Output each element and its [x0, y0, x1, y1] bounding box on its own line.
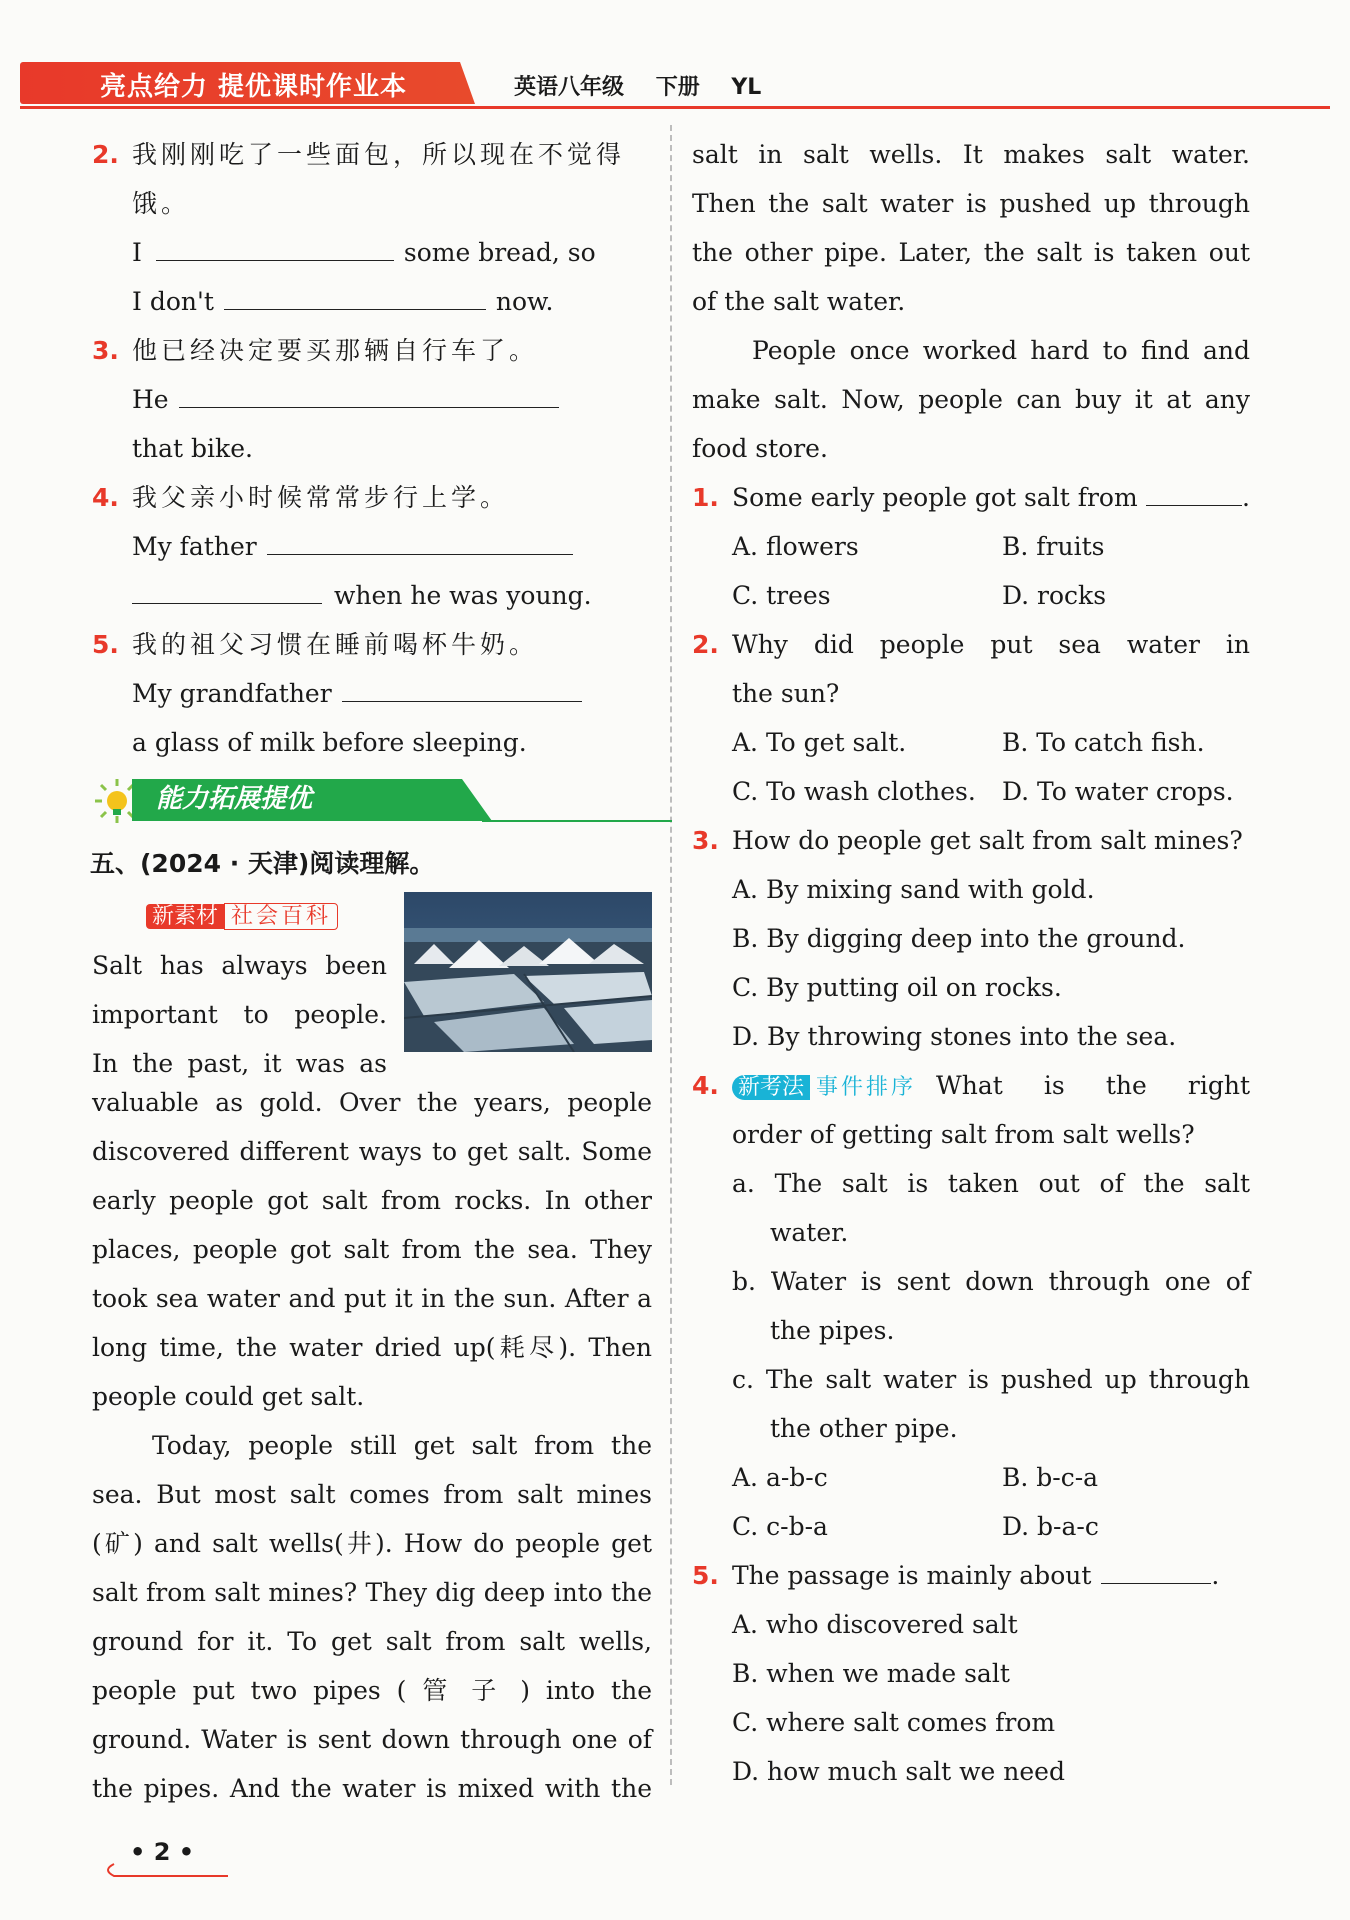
question-prompt: 我父亲小时候常常步行上学。 — [132, 483, 510, 512]
passage-line: long time, the water dried up(耗尽). Then — [92, 1333, 652, 1362]
option-a[interactable]: A. a-b-c — [732, 1463, 828, 1492]
option-b[interactable]: B. fruits — [1002, 532, 1105, 561]
passage-line: ground for it. To get salt from salt wells, — [92, 1627, 652, 1656]
tag-label: 新素材 — [146, 904, 224, 929]
answer-blank[interactable] — [1146, 475, 1242, 506]
question-4-line1 — [92, 522, 652, 571]
passage-line: took sea water and put it in the sun. After a — [92, 1284, 652, 1313]
option-b[interactable]: B. when we made salt — [732, 1659, 1010, 1688]
passage-line: salt in salt wells. It makes salt water. — [692, 140, 1250, 169]
sequence-text: a. The salt is taken out of the salt — [732, 1169, 1250, 1198]
passage-line: food store. — [692, 434, 828, 463]
new-method-tag — [732, 1073, 922, 1103]
passage-line: (矿) and salt wells(井). How do people get — [92, 1529, 652, 1558]
sequence-text: b. Water is sent down through one of — [732, 1267, 1250, 1296]
passage-line: sea. But most salt comes from salt mines — [92, 1480, 652, 1509]
question-number: 5. — [92, 630, 119, 659]
option-c[interactable]: C. By putting oil on rocks. — [732, 973, 1062, 1002]
section-heading: 五、(2024 · 天津)阅读理解。 — [90, 849, 435, 878]
header-rule — [20, 106, 1330, 109]
option-d[interactable]: D. b-a-c — [1002, 1512, 1099, 1541]
question-3-line1 — [92, 375, 652, 424]
question-4-cn — [92, 473, 652, 522]
passage-line: people put two pipes ( 管 子 ) into the — [92, 1676, 652, 1705]
right-column — [692, 130, 1250, 1796]
option-c[interactable]: C. To wash clothes. — [732, 777, 976, 806]
question-stem: What is the right — [936, 1071, 1250, 1100]
header-subject: 英语八年级 — [514, 75, 625, 100]
passage-line: Then the salt water is pushed up through — [692, 189, 1250, 218]
answer-prefix: I — [132, 238, 142, 267]
option-a[interactable]: A. To get salt. — [732, 728, 907, 757]
question-3-cn — [92, 326, 652, 375]
option-a[interactable]: A. By mixing sand with gold. — [732, 875, 1095, 904]
answer-blank[interactable] — [156, 230, 394, 261]
question-number: 3. — [692, 826, 719, 855]
question-stem: Why did people put sea water in — [732, 630, 1250, 659]
mcq-2 — [692, 620, 1250, 669]
passage-line: Today, people still get salt from the — [152, 1431, 652, 1460]
question-number: 4. — [692, 1071, 719, 1100]
passage-line: the pipes. And the water is mixed with the — [92, 1774, 652, 1803]
question-prompt: 他已经决定要买那辆自行车了。 — [132, 336, 539, 365]
question-stem: order of getting salt from salt wells? — [732, 1120, 1195, 1149]
mcq-1-options-row1 — [692, 522, 1250, 571]
tag-category: 社会百科 — [224, 903, 338, 930]
passage-line: the other pipe. Later, the salt is taken out — [692, 238, 1250, 267]
passage-line: discovered different ways to get salt. Some — [92, 1137, 652, 1166]
mcq-5 — [692, 1551, 1250, 1600]
question-number: 2. — [92, 140, 119, 169]
passage-line: make salt. Now, people can buy it at any — [692, 385, 1250, 414]
header-course-info — [514, 70, 785, 101]
mcq-1-options-row2 — [692, 571, 1250, 620]
column-divider — [670, 125, 672, 1785]
answer-suffix: that bike. — [132, 434, 253, 463]
passage-line: Salt has always been — [92, 951, 387, 980]
passage-float-lines — [92, 941, 387, 1088]
option-d[interactable]: D. To water crops. — [1002, 777, 1234, 806]
section-title — [90, 839, 652, 888]
option-b[interactable]: B. b-c-a — [1002, 1463, 1099, 1492]
question-stem: the sun? — [732, 679, 840, 708]
mcq-2-options-row1 — [692, 718, 1250, 767]
answer-suffix: when he was young. — [334, 581, 592, 610]
mcq-4-options-row1 — [692, 1453, 1250, 1502]
answer-suffix: a glass of milk before sleeping. — [132, 728, 527, 757]
sequence-text: water. — [770, 1218, 849, 1247]
question-number: 5. — [692, 1561, 719, 1590]
question-2-line1 — [92, 228, 652, 277]
passage-top — [92, 892, 652, 1088]
question-5-line1 — [92, 669, 652, 718]
mcq-4-options-row2 — [692, 1502, 1250, 1551]
answer-blank[interactable] — [267, 524, 573, 555]
option-d[interactable]: D. how much salt we need — [732, 1757, 1065, 1786]
left-column — [92, 130, 652, 1813]
passage-line: people could get salt. — [92, 1382, 365, 1411]
question-5-line2 — [92, 718, 652, 767]
mcq-4 — [692, 1061, 1250, 1110]
option-c[interactable]: C. where salt comes from — [732, 1708, 1056, 1737]
header-series-title: 亮点给力 提优课时作业本 — [100, 72, 408, 102]
salt-field-photo — [404, 892, 652, 1052]
sequence-item-c — [692, 1355, 1250, 1453]
sequence-text: the pipes. — [770, 1316, 895, 1345]
sequence-text: the other pipe. — [770, 1414, 958, 1443]
new-material-tag — [146, 902, 338, 932]
option-b[interactable]: B. By digging deep into the ground. — [732, 924, 1186, 953]
passage-continuation — [692, 130, 1250, 473]
question-number: 2. — [692, 630, 719, 659]
answer-blank[interactable] — [1101, 1553, 1211, 1584]
passage-line: of the salt water. — [692, 287, 906, 316]
question-2-line2 — [92, 277, 652, 326]
answer-suffix: some bread, so — [403, 238, 596, 267]
answer-blank[interactable] — [179, 377, 559, 408]
question-number: 4. — [92, 483, 119, 512]
sequence-text: c. The salt water is pushed up through — [732, 1365, 1250, 1394]
sequence-item-b — [692, 1257, 1250, 1355]
question-number: 1. — [692, 483, 719, 512]
banner-rule — [482, 820, 672, 822]
page-number-underline — [100, 1862, 230, 1878]
option-a[interactable]: A. flowers — [732, 532, 859, 561]
banner-title: 能力拓展提优 — [156, 784, 313, 814]
question-2-cn — [92, 130, 652, 228]
mcq-2-stem-cont — [692, 669, 1250, 718]
header-edition: YL — [731, 75, 762, 100]
passage-paragraph-2 — [92, 1421, 652, 1813]
answer-prefix: He — [132, 385, 169, 414]
question-stem: The passage is mainly about — [732, 1561, 1092, 1590]
question-4-line2 — [92, 571, 652, 620]
mcq-2-options-row2 — [692, 767, 1250, 816]
question-stem: Some early people got salt from — [732, 483, 1138, 512]
option-d[interactable]: D. By throwing stones into the sea. — [732, 1022, 1177, 1051]
option-b[interactable]: B. To catch fish. — [1002, 728, 1205, 757]
mcq-1 — [692, 473, 1250, 522]
passage-line: People once worked hard to find and — [752, 336, 1250, 365]
passage-line: early people got salt from rocks. In other — [92, 1186, 652, 1215]
answer-blank[interactable] — [224, 279, 486, 310]
option-a[interactable]: A. who discovered salt — [732, 1610, 1018, 1639]
answer-prefix: My father — [132, 532, 257, 561]
tag-category: 事件排序 — [816, 1075, 917, 1100]
question-number: 3. — [92, 336, 119, 365]
option-c[interactable]: C. trees — [732, 581, 831, 610]
page-number: • 2 • — [130, 1838, 195, 1866]
tag-label: 新考法 — [732, 1075, 810, 1100]
passage-line: places, people got salt from the sea. They — [92, 1235, 652, 1264]
option-d[interactable]: D. rocks — [1002, 581, 1107, 610]
question-prompt: 我的祖父习惯在睡前喝杯牛奶。 — [132, 630, 539, 659]
answer-prefix: I don't — [132, 287, 214, 316]
stem-period: . — [1211, 1561, 1220, 1590]
answer-blank[interactable] — [342, 671, 582, 702]
header-volume: 下册 — [655, 75, 700, 100]
sequence-item-a — [692, 1159, 1250, 1257]
option-c[interactable]: C. c-b-a — [732, 1512, 828, 1541]
question-3-line2 — [92, 424, 652, 473]
passage-line: valuable as gold. Over the years, people — [92, 1088, 652, 1117]
stem-period: . — [1242, 483, 1250, 512]
passage-line: important to people. — [92, 1000, 387, 1029]
section-banner — [92, 773, 652, 829]
passage-line: salt from salt mines? They dig deep into the — [92, 1578, 652, 1607]
question-5-cn — [92, 620, 652, 669]
answer-blank[interactable] — [132, 573, 322, 604]
question-stem: How do people get salt from salt mines? — [732, 826, 1243, 855]
question-prompt: 我刚刚吃了一些面包，所以现在不觉得饿。 — [132, 140, 626, 218]
passage-line: In the past, it was as — [92, 1049, 387, 1078]
passage-paragraph-1 — [92, 1078, 652, 1421]
passage-line: ground. Water is sent down through one of — [92, 1725, 652, 1754]
mcq-3 — [692, 816, 1250, 865]
answer-suffix: now. — [495, 287, 554, 316]
answer-prefix: My grandfather — [132, 679, 332, 708]
